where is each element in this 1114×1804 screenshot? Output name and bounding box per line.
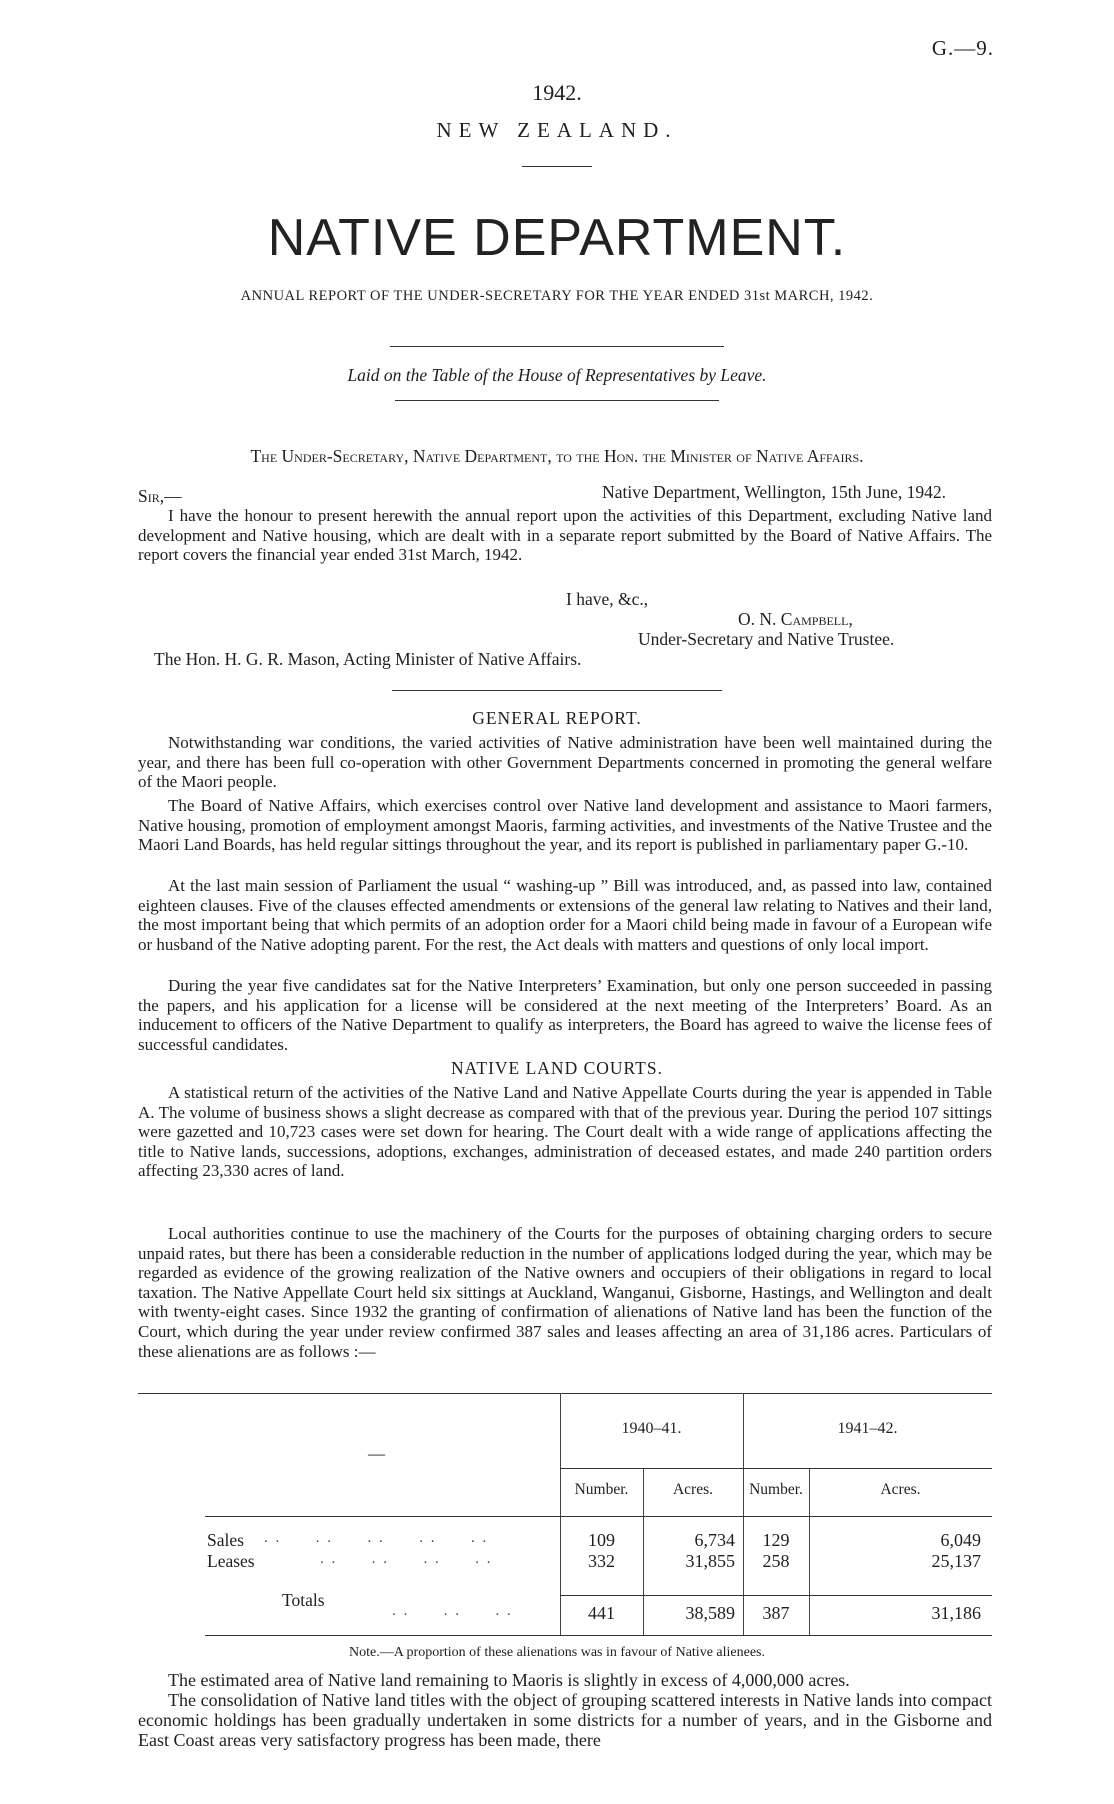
table-cell: 129	[762, 1530, 790, 1550]
leader-dots: . . . . . . . .	[320, 1551, 493, 1567]
country-heading: NEW ZEALAND.	[436, 118, 678, 142]
general-report-paragraph: At the last main session of Parliament the usual “ washing-up ” Bill was introduced, and, as passed into law, contained eighteen clauses. Five of the clauses effected amendments or extensions of the general law relating to Natives and their land, the most important being that which permits of an adoption order for a Maori child being made in favour of a European wife or husband of the Native adopting parent. For the rest, the Act deals with matters and questions of only local import.	[138, 876, 992, 954]
report-year: 1942.	[532, 80, 582, 105]
document-title: NATIVE DEPARTMENT.	[267, 209, 847, 267]
table-total-cell: 31,186	[931, 1603, 981, 1623]
leader-dots: . . . . . . . . . .	[264, 1530, 489, 1546]
land-courts-paragraph: Local authorities continue to use the machinery of the Courts for the purposes of obtaining charging orders to secure unpaid rates, but there has been a considerable reduction in the number of applications lodged during the year, which may be regarded as evidence of the growing realization of the Native owners and occupiers of their obligations in regard to local taxation. The Native Appellate Court held six sittings at Auckland, Wanganui, Gisborne, Hastings, and Wellington and dealt with twenty-eight cases. Since 1932 the granting of confirmation of alienations of Native land has been the function of the Court, which during the year under review confirmed 387 sales and leases affecting an area of 31,186 acres. Particulars of these alienations are as follows :—	[138, 1224, 992, 1361]
signatory-title: Under-Secretary and Native Trustee.	[638, 629, 895, 649]
table-year-heading: 1941–42.	[837, 1420, 898, 1437]
table-cell: 31,855	[685, 1551, 735, 1571]
table-cell: 6,734	[694, 1530, 735, 1550]
column-header-number: Number.	[574, 1481, 629, 1498]
letter-body: I have the honour to present herewith the annual report upon the activities of this Department, excluding Native land development and Native housing, which are dealt with in a separate report submitted by the Board of Native Affairs. The report covers the financial year ended 31st March, 1942.	[138, 506, 992, 565]
laid-on-table: Laid on the Table of the House of Representatives by Leave.	[347, 365, 767, 385]
table-rule	[560, 1595, 992, 1596]
table-totals-label: Totals	[282, 1590, 325, 1610]
column-header-acres: Acres.	[672, 1481, 714, 1498]
divider	[392, 690, 722, 691]
column-header-acres: Acres.	[880, 1481, 921, 1498]
general-report-paragraph: Notwithstanding war conditions, the varied activities of Native administration have been well maintained during the year, and there has been full co-operation with other Government Departments concerned in promoting the general welfare of the Maori people.	[138, 733, 992, 792]
letter-closing: I have, &c.,	[566, 589, 649, 609]
document-subtitle: ANNUAL REPORT OF THE UNDER-SECRETARY FOR THE YEAR ENDED 31st MARCH, 1942.	[240, 288, 874, 304]
table-total-cell: 38,589	[685, 1603, 735, 1623]
table-cell: 6,049	[940, 1530, 981, 1550]
salutation: Sir,—	[138, 486, 182, 506]
general-report-paragraph: During the year five candidates sat for the Native Interpreters’ Examination, but only one person succeeded in passing the papers, and his application for a license will be considered at the next meeting of the Interpreters’ Board. As an inducement to officers of the Native Department to qualify as interpreters, the Board has agreed to waive the license fees of successful candidates.	[138, 976, 992, 1054]
column-header-number: Number.	[749, 1481, 803, 1498]
general-report-paragraph: The Board of Native Affairs, which exercises control over Native land development and assistance to Maori farmers, Native housing, promotion of employment amongst Maoris, farming activities, and investments of the Native Trustee and the Maori Land Boards, has held regular sittings throughout the year, and its report is published in parliamentary paper G.-10.	[138, 796, 992, 855]
table-top-rule	[138, 1393, 992, 1394]
table-year-heading: 1940–41.	[621, 1420, 682, 1437]
table-total-cell: 441	[588, 1603, 615, 1623]
closing-paragraph: The estimated area of Native land remaining to Maoris is slightly in excess of 4,000,000 acres.	[168, 1670, 850, 1690]
divider	[390, 346, 724, 347]
table-rule	[560, 1468, 992, 1469]
table-cell: 109	[588, 1530, 615, 1550]
table-stub-heading: —	[368, 1444, 385, 1463]
table-bottom-rule	[205, 1635, 992, 1636]
letter-heading: The Under-Secretary, Native Department, to the Hon. the Minister of Native Affairs.	[250, 446, 864, 466]
land-courts-paragraph: A statistical return of the activities of the Native Land and Native Appellate Courts during the year is appended in Table A. The volume of business shows a slight decrease as compared with that of the previous year. During the period 107 sittings were gazetted and 10,723 cases were set down for hearing. The Court dealt with a wide range of applications affecting the title to Native lands, successions, adoptions, exchanges, administration of deceased estates, and made 240 partition orders affecting 23,330 acres of land.	[138, 1083, 992, 1181]
divider	[522, 166, 592, 167]
table-cell: 25,137	[931, 1551, 981, 1571]
table-rule	[205, 1516, 992, 1517]
closing-paragraph: The consolidation of Native land titles with the object of grouping scattered interests in Native lands into compact economic holdings has been gradually undertaken in some districts for a number of years, and in the Gisborne and East Coast areas very satisfactory progress has been made, there	[138, 1690, 992, 1750]
letter-addressee: The Hon. H. G. R. Mason, Acting Minister of Native Affairs.	[154, 649, 582, 669]
signatory-name: O. N. Campbell,	[738, 609, 853, 629]
table-cell: 332	[588, 1551, 615, 1571]
section-heading-land-courts: NATIVE LAND COURTS.	[451, 1058, 663, 1078]
letter-address-date: Native Department, Wellington, 15th June, 1942.	[602, 482, 946, 502]
divider	[395, 400, 719, 401]
table-note: Note.—A proportion of these alienations was in favour of Native alienees.	[349, 1645, 765, 1660]
table-row-label: Leases	[207, 1551, 255, 1571]
leader-dots: . . . . . .	[392, 1603, 513, 1619]
section-heading-general-report: GENERAL REPORT.	[472, 708, 642, 728]
table-cell: 258	[762, 1551, 790, 1571]
table-row-label: Sales	[207, 1530, 244, 1550]
table-total-cell: 387	[762, 1603, 790, 1623]
paper-reference: G.—9.	[931, 36, 994, 60]
